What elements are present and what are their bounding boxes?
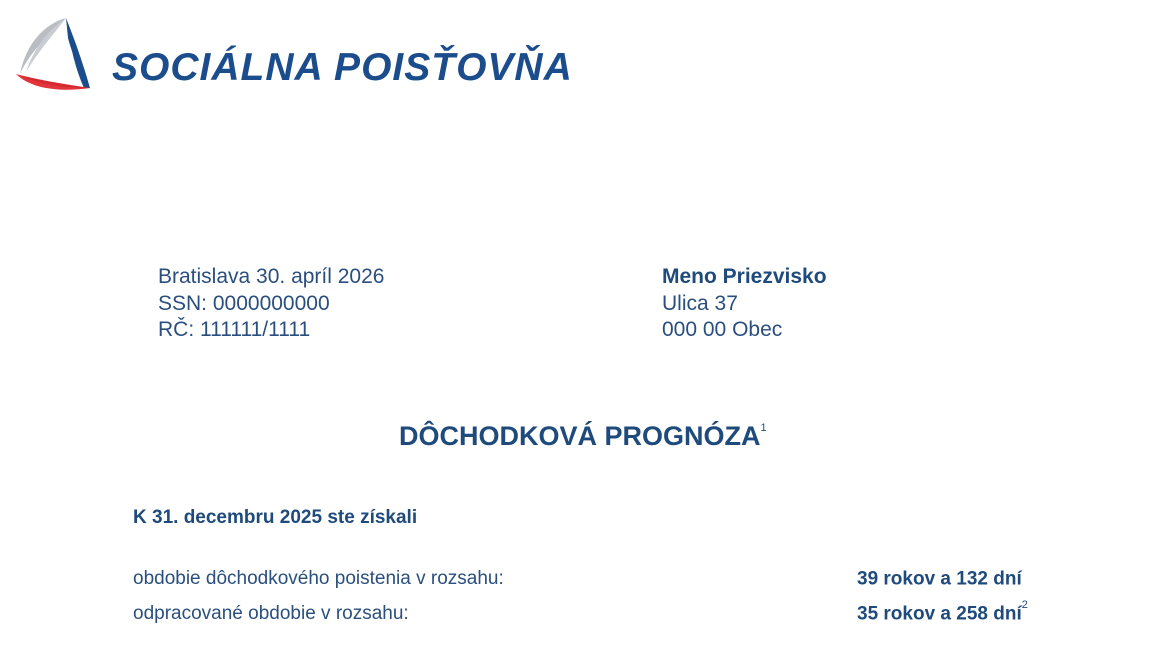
row-label: odpracované obdobie v rozsahu: bbox=[133, 603, 409, 624]
recipient-city: 000 00 Obec bbox=[662, 318, 783, 341]
section-heading: K 31. decembru 2025 ste získali bbox=[133, 507, 418, 528]
recipient-name: Meno Priezvisko bbox=[662, 265, 827, 288]
document-title bbox=[399, 421, 767, 452]
logo-sail-icon bbox=[14, 16, 94, 92]
row-value-text: 35 rokov a 258 dní bbox=[857, 603, 1022, 625]
sender-block bbox=[158, 264, 384, 344]
row-footnote-marker: 2 bbox=[1021, 599, 1028, 611]
document-title-text: DÔCHODKOVÁ PROGNÓZA bbox=[399, 421, 761, 451]
ssn: SSN: 0000000000 bbox=[158, 291, 330, 315]
row-value bbox=[857, 568, 1022, 590]
row-value bbox=[857, 599, 1028, 625]
table-row bbox=[133, 599, 1073, 629]
logo bbox=[14, 16, 594, 92]
place-date: Bratislava 30. apríl 2026 bbox=[158, 265, 385, 288]
rc-number: RČ: 111111/1111 bbox=[158, 318, 311, 341]
recipient-street: Ulica 37 bbox=[662, 291, 738, 315]
recipient-block bbox=[662, 264, 827, 344]
row-label: obdobie dôchodkového poistenia v rozsahu: bbox=[133, 568, 504, 589]
title-footnote-marker: 1 bbox=[760, 422, 767, 434]
brand-name: SOCIÁLNA POISŤOVŇA bbox=[112, 46, 573, 89]
table-row bbox=[133, 568, 1073, 594]
row-value-text: 39 rokov a 132 dní bbox=[857, 568, 1022, 590]
